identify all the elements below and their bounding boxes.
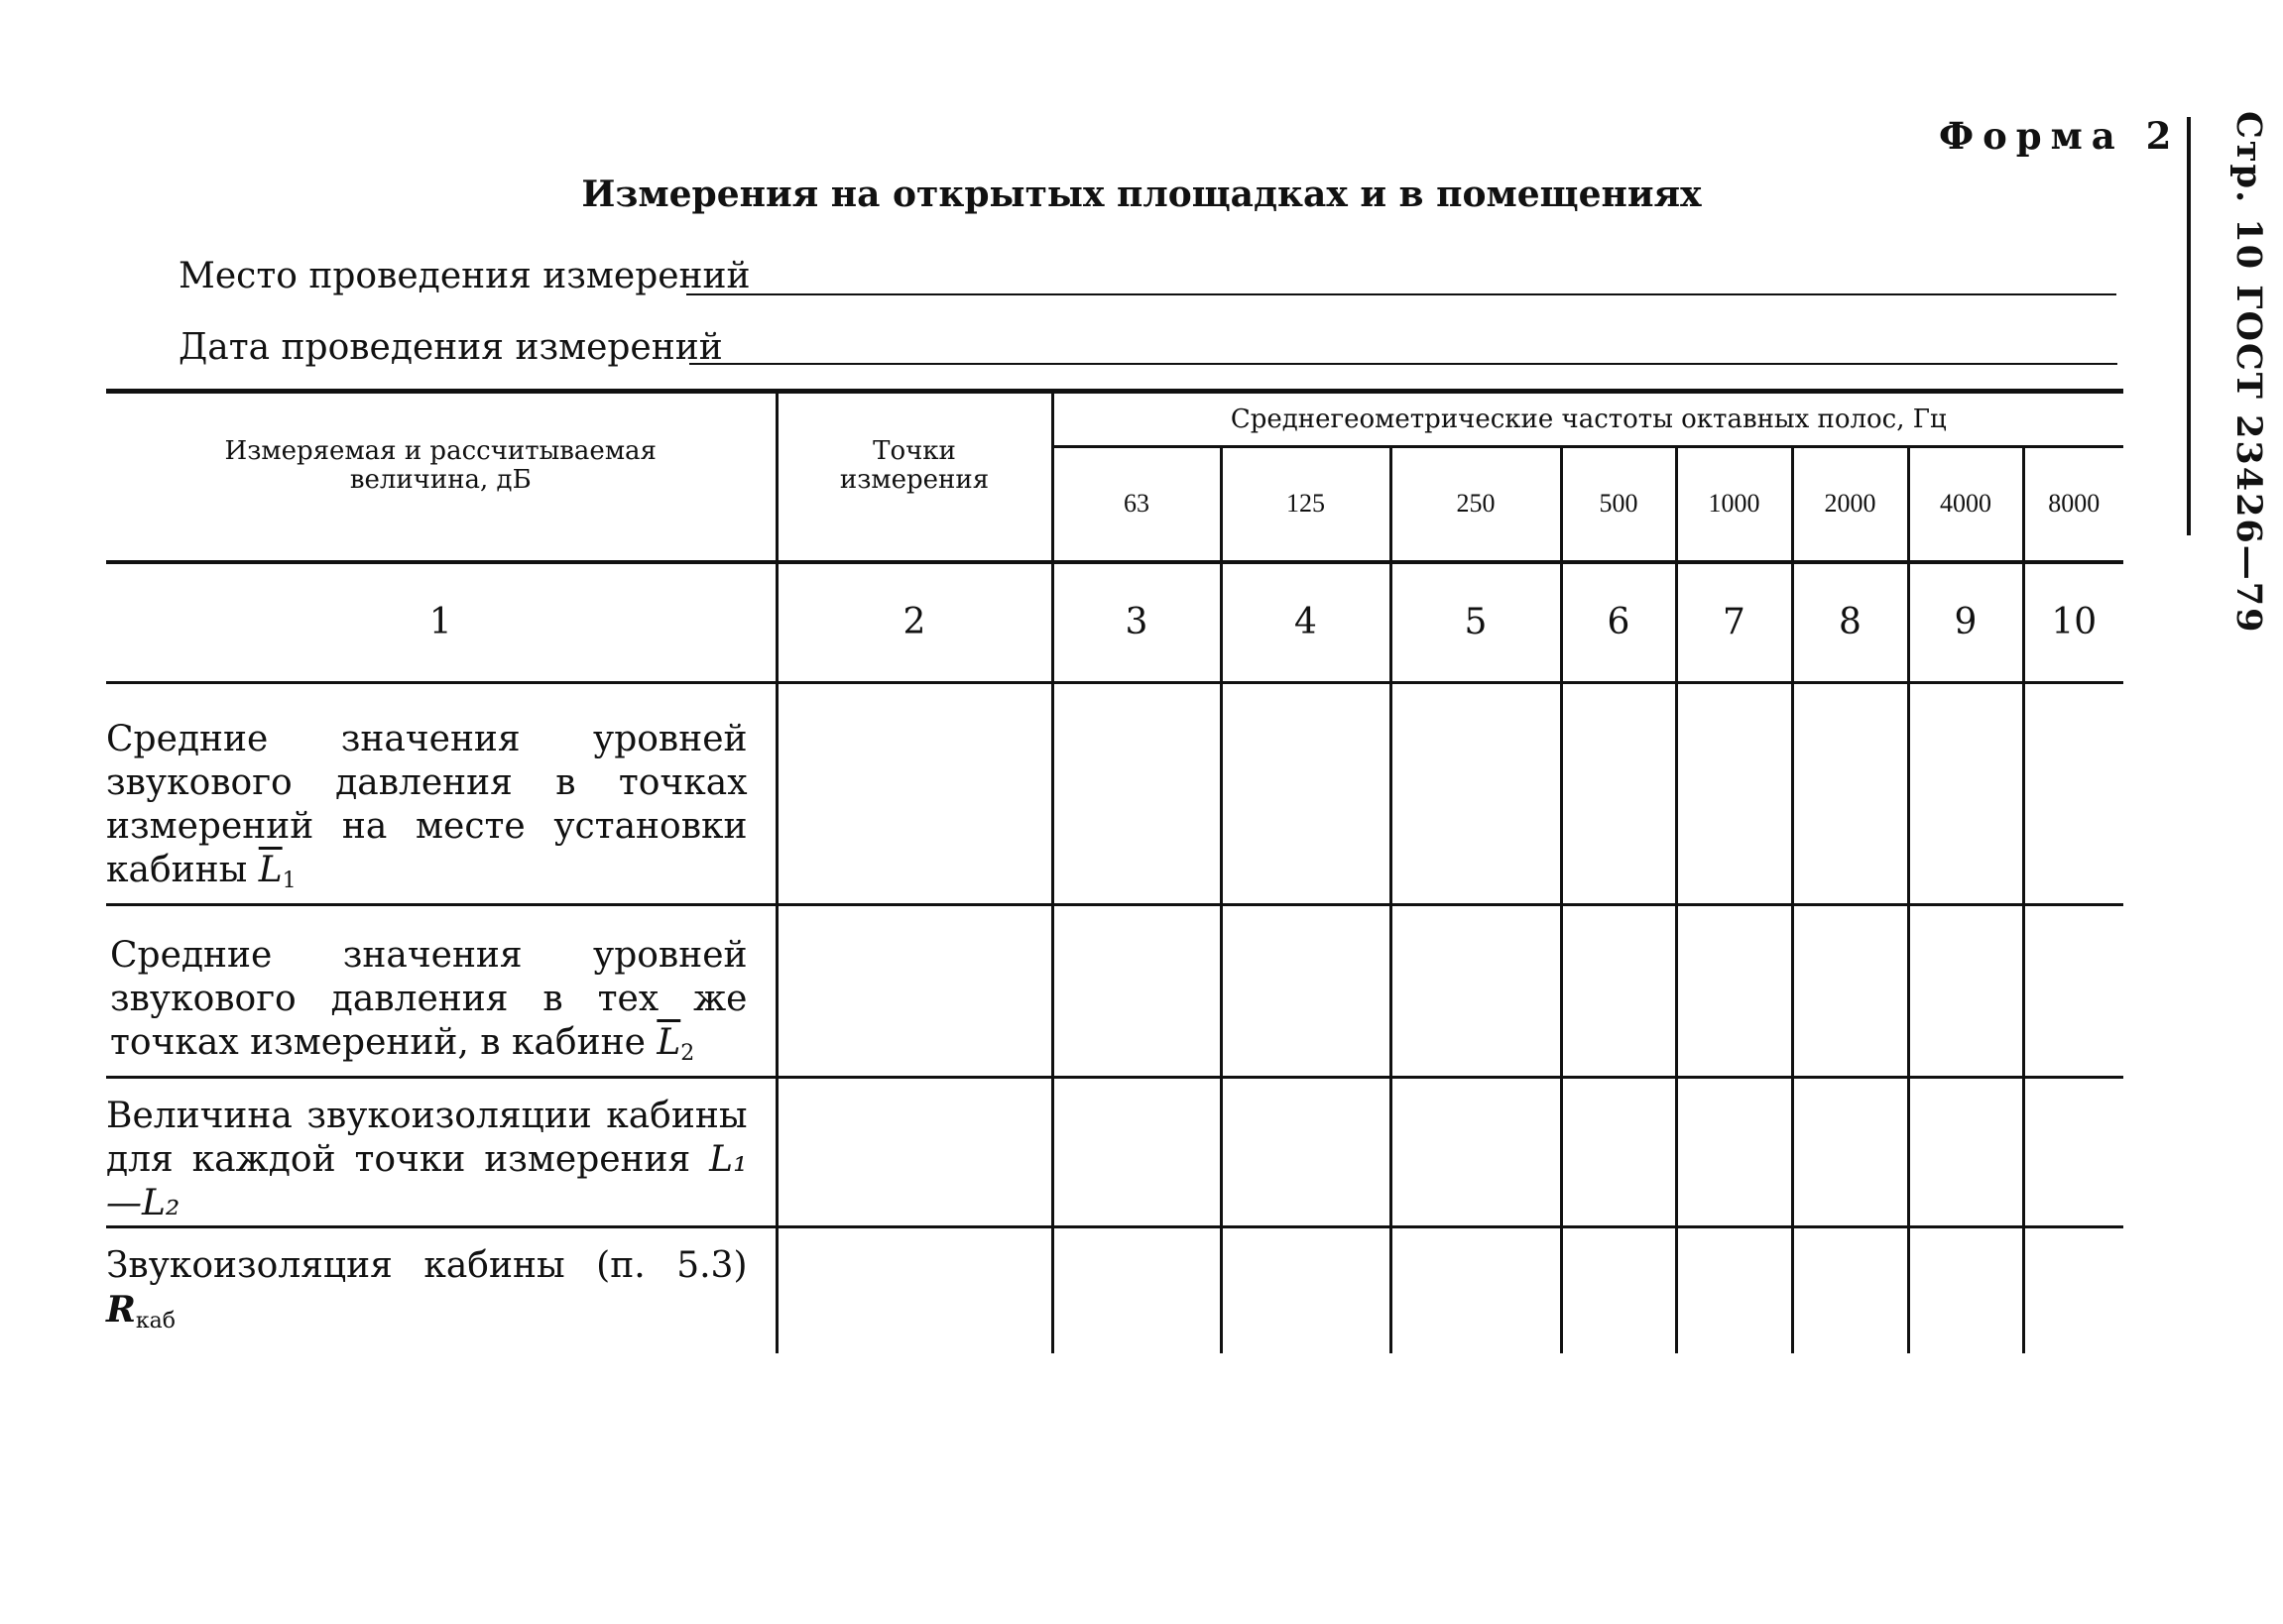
table-row <box>106 1226 2123 1353</box>
cell[interactable] <box>1908 904 2023 1077</box>
cell[interactable] <box>2023 682 2123 904</box>
cell[interactable] <box>1908 1077 2023 1226</box>
col-number-7: 7 <box>1676 562 1792 683</box>
cell[interactable] <box>1561 682 1676 904</box>
place-label: Место проведения измерений <box>179 256 751 296</box>
col2-header: Точки измерения <box>839 436 990 495</box>
row-1-desc: Средние значения уровней звукового давления в точках измерений на месте установки кабины $\overline{L}_1$ <box>106 682 777 904</box>
table-row <box>106 904 2123 1077</box>
cell[interactable] <box>1052 1226 1221 1353</box>
place-field-line[interactable] <box>686 293 2116 295</box>
date-label: Дата проведения измерений <box>179 327 723 368</box>
cell[interactable] <box>1221 904 1390 1077</box>
row-3-desc: Величина звукоизоляции кабины для каждой точки измерения L₁—L₂ <box>106 1077 777 1226</box>
cell[interactable] <box>1390 1077 1561 1226</box>
freq-2000: 2000 <box>1792 447 1908 562</box>
cell[interactable] <box>1908 682 2023 904</box>
cell[interactable] <box>2023 904 2123 1077</box>
col-number-1: 1 <box>106 562 777 683</box>
cell[interactable] <box>1561 1226 1676 1353</box>
cell[interactable] <box>1792 1077 1908 1226</box>
cell[interactable] <box>2023 1077 2123 1226</box>
cell[interactable] <box>777 904 1052 1077</box>
cell[interactable] <box>1792 904 1908 1077</box>
cell[interactable] <box>1052 682 1221 904</box>
freq-1000: 1000 <box>1676 447 1792 562</box>
cell[interactable] <box>1676 682 1792 904</box>
cell[interactable] <box>1561 904 1676 1077</box>
col-number-5: 5 <box>1390 562 1561 683</box>
cell[interactable] <box>1908 1226 2023 1353</box>
cell[interactable] <box>1792 682 1908 904</box>
col1-header: Измеряемая и рассчитываемая величина, дБ <box>224 436 657 495</box>
cell[interactable] <box>777 682 1052 904</box>
cell[interactable] <box>1052 1077 1221 1226</box>
freq-500: 500 <box>1561 447 1676 562</box>
table-row <box>106 1077 2123 1226</box>
page-title: Измерения на открытых площадках и в помещениях <box>581 174 1702 215</box>
col-number-9: 9 <box>1908 562 2023 683</box>
cell[interactable] <box>1052 904 1221 1077</box>
col-number-6: 6 <box>1561 562 1676 683</box>
cell[interactable] <box>1390 904 1561 1077</box>
cell[interactable] <box>777 1077 1052 1226</box>
cell[interactable] <box>777 1226 1052 1353</box>
col-number-2: 2 <box>777 562 1052 683</box>
cell[interactable] <box>1221 1226 1390 1353</box>
cell[interactable] <box>1390 1226 1561 1353</box>
cell[interactable] <box>1792 1226 1908 1353</box>
col-number-4: 4 <box>1221 562 1390 683</box>
col-number-10: 10 <box>2023 562 2123 683</box>
freq-250: 250 <box>1390 447 1561 562</box>
cell[interactable] <box>1676 904 1792 1077</box>
freq-63: 63 <box>1052 447 1221 562</box>
freq-8000: 8000 <box>2023 447 2123 562</box>
page-side-header: Стр. 10 ГОСТ 23426—79 <box>2228 111 2269 635</box>
col-number-8: 8 <box>1792 562 1908 683</box>
cell[interactable] <box>1221 682 1390 904</box>
cell[interactable] <box>1390 682 1561 904</box>
col-number-3: 3 <box>1052 562 1221 683</box>
freq-125: 125 <box>1221 447 1390 562</box>
table-row <box>106 682 2123 904</box>
cell[interactable] <box>1561 1077 1676 1226</box>
cell[interactable] <box>1676 1226 1792 1353</box>
cell[interactable] <box>2023 1226 2123 1353</box>
freq-4000: 4000 <box>1908 447 2023 562</box>
measurement-table <box>106 389 2123 1353</box>
cell[interactable] <box>1221 1077 1390 1226</box>
form-label: Форма 2 <box>1939 114 2181 158</box>
row-2-desc: Средние значения уровней звукового давления в тех же точках измерений, в кабине $\overline{L}_2$ <box>106 904 777 1077</box>
freq-group-header: Среднегеометрические частоты октавных полос, Гц <box>1230 404 1947 434</box>
row-4-desc: Звукоизоляция кабины (п. 5.3) $R_{каб}$ <box>106 1226 777 1353</box>
cell[interactable] <box>1676 1077 1792 1226</box>
date-field-line[interactable] <box>689 363 2117 365</box>
